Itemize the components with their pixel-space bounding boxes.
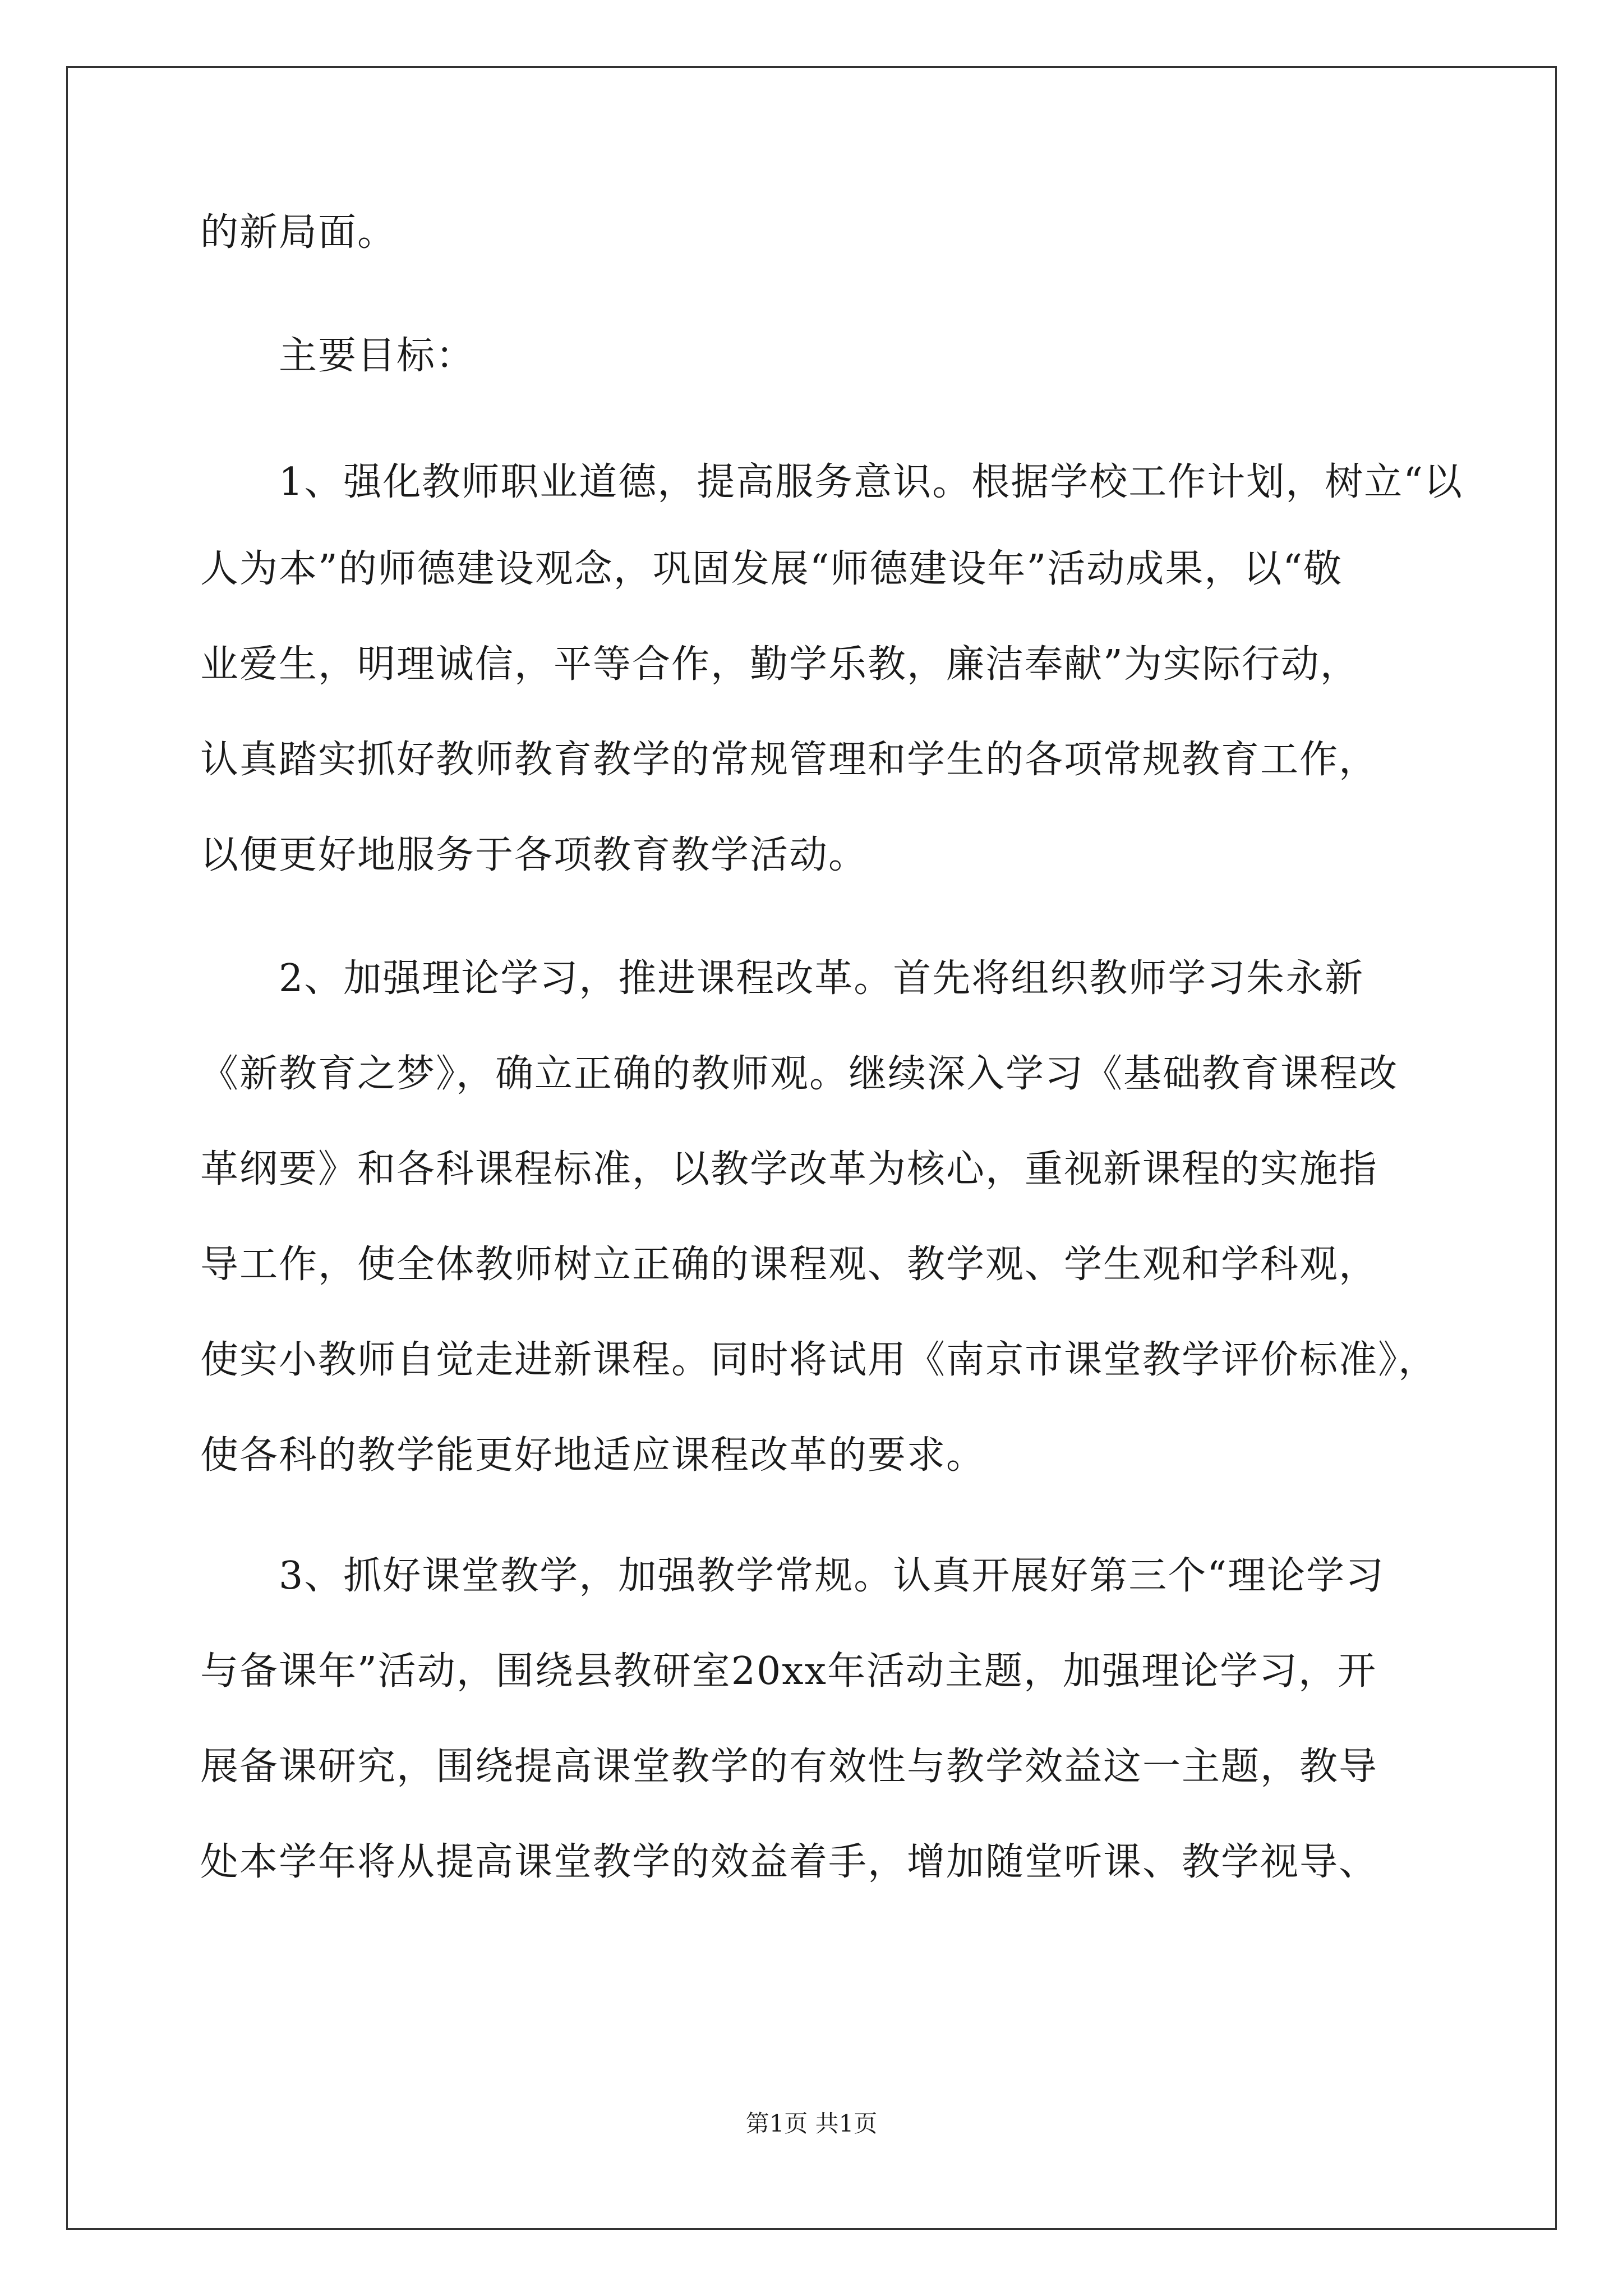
text-line: 处本学年将从提高课堂教学的效益着手，增加随堂听课、教学视导、 bbox=[200, 1840, 1378, 1884]
text-line: 使各科的教学能更好地适应课程改革的要求。 bbox=[200, 1433, 986, 1478]
text-line: 1、强化教师职业道德，提高服务意识。根据学校工作计划，树立“以 bbox=[279, 460, 1464, 504]
page-footer: 第1页 共1页 bbox=[745, 2110, 878, 2137]
text-line: 主要目标： bbox=[279, 334, 476, 378]
text-line: 人为本”的师德建设观念，巩固发展“师德建设年”活动成果，以“敬 bbox=[200, 547, 1343, 591]
text-line: 革纲要》和各科课程标准，以教学改革为核心，重视新课程的实施指 bbox=[200, 1147, 1378, 1191]
text-line: 《新教育之梦》，确立正确的教师观。继续深入学习《基础教育课程改 bbox=[200, 1052, 1399, 1096]
text-line: 与备课年”活动，围绕县教研室20xx年活动主题，加强理论学习，开 bbox=[200, 1649, 1377, 1694]
text-line: 的新局面。 bbox=[200, 210, 397, 255]
text-line: 展备课研究，围绕提高课堂教学的有效性与教学效益这一主题，教导 bbox=[200, 1745, 1378, 1789]
text-line: 以便更好地服务于各项教育教学活动。 bbox=[200, 833, 868, 877]
text-line: 使实小教师自觉走进新课程。同时将试用《南京市课堂教学评价标准》， bbox=[200, 1338, 1438, 1382]
text-line: 3、抓好课堂教学，加强教学常规。认真开展好第三个“理论学习 bbox=[279, 1554, 1385, 1598]
text-line: 2、加强理论学习，推进课程改革。首先将组织教师学习朱永新 bbox=[279, 956, 1364, 1001]
text-line: 导工作，使全体教师树立正确的课程观、教学观、学生观和学科观， bbox=[200, 1243, 1378, 1287]
text-line: 业爱生，明理诚信，平等合作，勤学乐教，廉洁奉献”为实际行动， bbox=[200, 642, 1359, 687]
text-line: 认真踏实抓好教师教育教学的常规管理和学生的各项常规教育工作， bbox=[200, 738, 1378, 782]
